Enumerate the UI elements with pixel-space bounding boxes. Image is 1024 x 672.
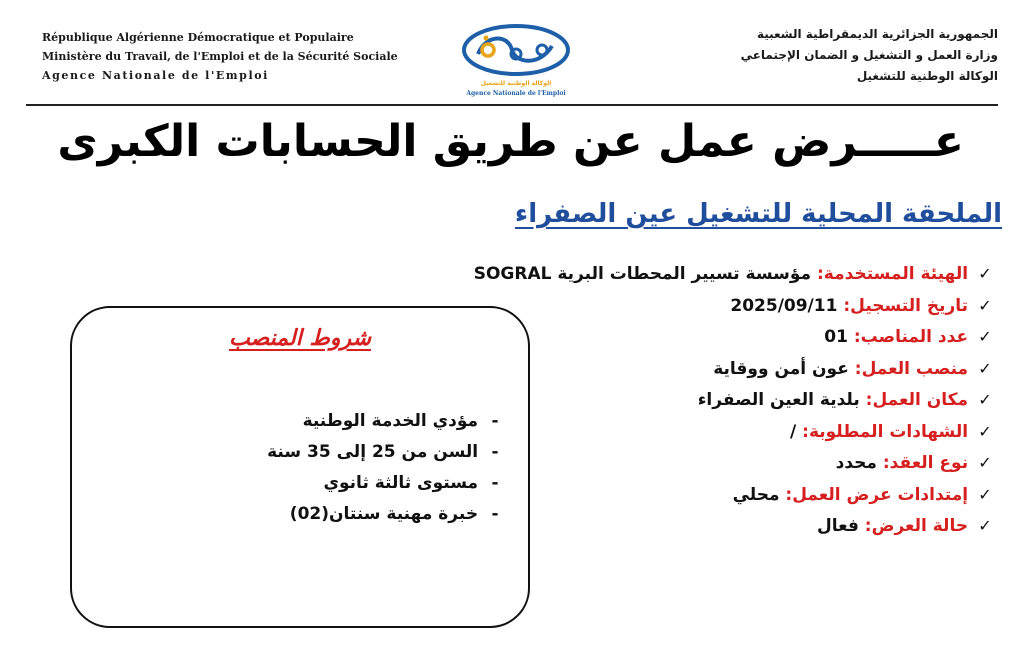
- logo-caption-fr: Agence Nationale de l'Emploi: [466, 90, 566, 97]
- header-ar-line-2: وزارة العمل و التشغيل و الضمان الإجتماعي: [740, 48, 998, 62]
- check-icon: ✓: [978, 295, 992, 315]
- header-fr-line-2: Ministère du Travail, de l'Emploi et de la Sécurité Sociale: [42, 50, 398, 63]
- detail-value: محلي: [732, 484, 780, 505]
- detail-value: 2025/09/11: [730, 295, 838, 316]
- header-arabic: [568, 24, 998, 87]
- conditions-list: [86, 406, 506, 530]
- detail-value: 01: [824, 327, 848, 347]
- agency-branch: الملحقة المحلية للتشغيل عين الصفراء: [514, 199, 1002, 229]
- detail-label: الهيئة المستخدمة:: [816, 264, 969, 284]
- detail-label: نوع العقد:: [882, 453, 969, 473]
- check-icon: ✓: [978, 453, 992, 472]
- condition-text: مستوى ثالثة ثانوي: [323, 473, 479, 493]
- dash-bullet: -: [491, 504, 499, 524]
- condition-item: [86, 499, 506, 530]
- check-icon: ✓: [978, 264, 992, 283]
- check-icon: ✓: [978, 421, 992, 441]
- condition-item: [86, 437, 506, 468]
- detail-label: إمتدادات عرض العمل:: [785, 484, 969, 505]
- detail-label: حالة العرض:: [864, 516, 969, 536]
- header-french: [42, 28, 442, 85]
- condition-text: خبرة مهنية سنتان(02): [289, 504, 479, 524]
- condition-item: [86, 406, 506, 437]
- check-icon: ✓: [978, 327, 992, 346]
- dash-bullet: -: [491, 442, 499, 462]
- detail-value: مؤسسة تسيير المحطات البرية SOGRAL: [473, 264, 812, 284]
- detail-label: عدد المناصب:: [853, 327, 969, 347]
- detail-value: عون أمن ووقاية: [713, 358, 849, 379]
- header-fr-line-1: République Algérienne Démocratique et Populaire: [42, 31, 354, 44]
- header-ar-line-1: الجمهورية الجزائرية الديمقراطية الشعبية: [756, 27, 998, 41]
- detail-label: منصب العمل:: [854, 358, 969, 379]
- condition-text: مؤدي الخدمة الوطنية: [302, 411, 479, 431]
- detail-value: بلدية العين الصفراء: [697, 390, 860, 410]
- dash-bullet: -: [491, 473, 499, 493]
- check-icon: ✓: [978, 358, 992, 378]
- header-fr-line-3: Agence Nationale de l'Emploi: [42, 69, 269, 82]
- detail-label: الشهادات المطلوبة:: [802, 421, 969, 442]
- detail-label: تاريخ التسجيل:: [843, 295, 969, 316]
- logo-caption-ar: الوكالة الوطنية للتشغيل: [480, 80, 552, 87]
- condition-item: [86, 468, 506, 499]
- detail-label: مكان العمل:: [865, 390, 969, 410]
- dash-bullet: -: [491, 411, 499, 431]
- conditions-title: شروط المنصب: [228, 326, 372, 351]
- check-icon: ✓: [978, 390, 992, 409]
- condition-text: السن من 25 إلى 35 سنة: [267, 442, 479, 462]
- detail-value: فعال: [816, 516, 859, 536]
- header-ar-line-3: الوكالة الوطنية للتشغيل: [856, 69, 998, 83]
- check-icon: ✓: [978, 516, 992, 535]
- detail-row-employer: [356, 258, 996, 290]
- check-icon: ✓: [978, 484, 992, 504]
- conditions-box: [70, 306, 530, 628]
- page-title: عـــــرض عمل عن طريق الحسابات الكبرى: [57, 116, 964, 167]
- detail-value: /: [790, 421, 797, 442]
- detail-value: محدد: [835, 453, 877, 473]
- header-divider: [26, 104, 998, 106]
